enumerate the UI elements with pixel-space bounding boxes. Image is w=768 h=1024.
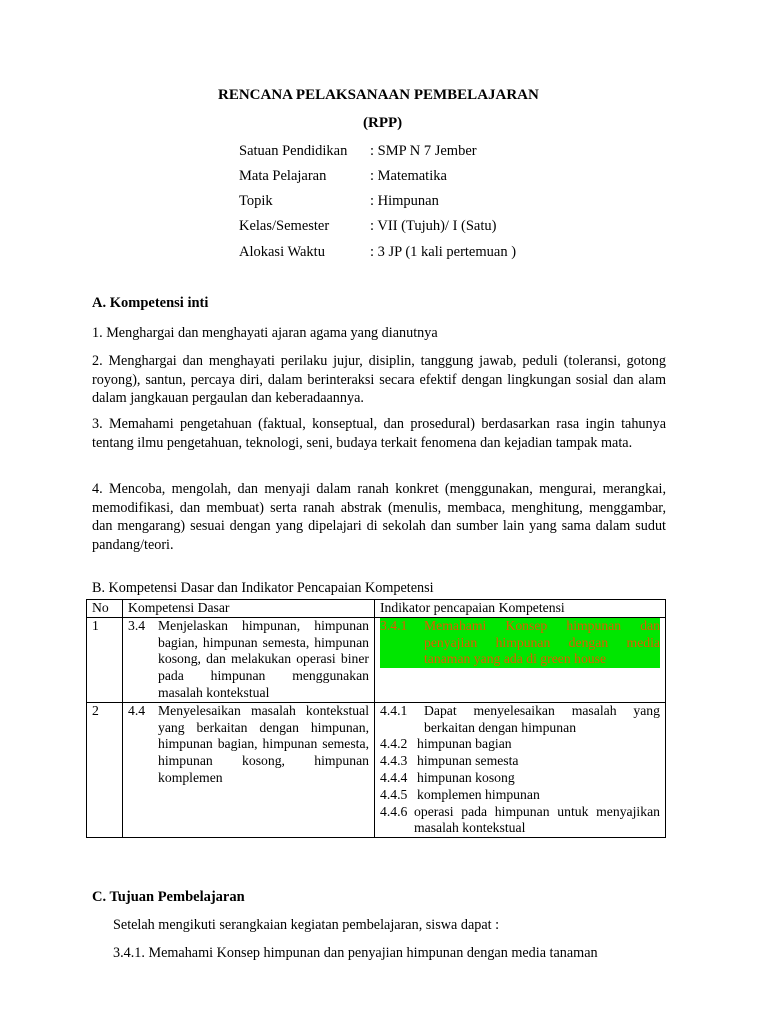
document-subtitle: (RPP) [363, 115, 403, 131]
section-c-intro: Setelah mengikuti serangkaian kegiatan pembelajaran, siswa dapat : [113, 917, 500, 933]
kd-number: 4.4 [128, 702, 146, 718]
indicator-item-highlighted [380, 618, 660, 668]
table-row [87, 617, 666, 702]
indicator-item [380, 753, 660, 770]
kompetensi-dasar-cell [123, 617, 375, 702]
identity-value: : Himpunan [370, 193, 439, 209]
identity-label: Satuan Pendidikan [239, 143, 348, 159]
indicator-item [380, 770, 660, 787]
identity-label: Alokasi Waktu [239, 244, 325, 260]
indicator-number: 4.4.2 [380, 736, 408, 752]
indicator-item [380, 703, 660, 737]
indicator-text: Memahami Konsep himpunan dan penyajian himpunan dengan media tanaman yang ada di green house [424, 617, 660, 667]
indicator-number: 4.4.3 [380, 753, 408, 769]
table-header-cell: Kompetensi Dasar [123, 600, 375, 618]
tujuan-item: 3.4.1. Memahami Konsep himpunan dan penyajian himpunan dengan media tanaman [113, 945, 598, 961]
identity-value: : Matematika [370, 168, 447, 184]
indicator-text: himpunan semesta [417, 753, 519, 769]
kompetensi-inti-item: 2. Menghargai dan menghayati perilaku jujur, disiplin, tanggung jawab, peduli (toleransi, gotong royong), santun, percaya diri, dalam berinteraksi secara efektif dengan lingkungan sosial dan alam dalam jangkauan pergaulan dan keberadaannya. [92, 353, 666, 406]
identity-value: : 3 JP (1 kali pertemuan ) [370, 244, 517, 260]
kd-number: 3.4 [128, 617, 146, 633]
indicator-text: komplemen himpunan [417, 786, 540, 802]
indikator-cell [375, 702, 666, 837]
indicator-text: operasi pada himpunan untuk menyajikan masalah kontekstual [414, 803, 660, 836]
indikator-cell [375, 617, 666, 702]
kompetensi-inti-item: 1. Menghargai dan menghayati ajaran agama yang dianutnya [92, 325, 438, 341]
identity-label: Topik [239, 193, 273, 209]
indicator-number: 3.4.1 [380, 617, 408, 633]
kompetensi-dasar-table [86, 599, 666, 838]
document-title: RENCANA PELAKSANAAN PEMBELAJARAN [218, 87, 539, 103]
row-number: 1 [87, 617, 123, 702]
row-number: 2 [87, 702, 123, 837]
indicator-number: 4.4.4 [380, 769, 408, 785]
indicator-item [380, 736, 660, 753]
identity-label: Kelas/Semester [239, 218, 330, 234]
table-header-cell: Indikator pencapaian Kompetensi [375, 600, 666, 618]
identity-value: : VII (Tujuh)/ I (Satu) [370, 218, 497, 234]
section-b-heading: B. Kompetensi Dasar dan Indikator Pencapaian Kompetensi [92, 580, 434, 596]
identity-value: : SMP N 7 Jember [370, 143, 477, 159]
indicator-text: Dapat menyelesaikan masalah yang berkaitan dengan himpunan [424, 702, 660, 735]
indicator-text: himpunan bagian [417, 736, 512, 752]
table-row [87, 702, 666, 837]
kd-text: Menyelesaikan masalah kontekstual yang berkaitan dengan himpunan, himpunan bagian, himpunan semesta, himpunan kosong, himpunan komplemen [158, 702, 369, 785]
kompetensi-inti-item: 4. Mencoba, mengolah, dan menyaji dalam ranah konkret (menggunakan, mengurai, merangkai, memodifikasi, dan membuat) serta ranah abstrak (menulis, membaca, menghitung, menggambar, dan mengarang) sesuai dengan yang dipelajari di sekolah dan sumber lain yang sama dalam sudut pandang/teori. [92, 481, 666, 553]
identity-label: Mata Pelajaran [239, 168, 327, 184]
indicator-text: himpunan kosong [417, 769, 515, 785]
indicator-item [380, 787, 660, 804]
indicator-number: 4.4.6 [380, 803, 408, 819]
indicator-number: 4.4.5 [380, 786, 408, 802]
kd-text: Menjelaskan himpunan, himpunan bagian, himpunan semesta, himpunan kosong, dan melakukan operasi biner pada himpunan menggunakan masalah kontekstual [158, 617, 369, 700]
section-c-heading: C. Tujuan Pembelajaran [92, 889, 245, 905]
table-header-row [87, 600, 666, 618]
indicator-item [380, 804, 660, 838]
table-header-cell: No [87, 600, 123, 618]
section-a-heading: A. Kompetensi inti [92, 295, 209, 311]
indicator-number: 4.4.1 [380, 702, 408, 718]
kompetensi-inti-item: 3. Memahami pengetahuan (faktual, konseptual, dan prosedural) berdasarkan rasa ingin tahunya tentang ilmu pengetahuan, teknologi, seni, budaya terkait fenomena dan kejadian tampak mata. [92, 416, 666, 451]
kompetensi-dasar-cell [123, 702, 375, 837]
